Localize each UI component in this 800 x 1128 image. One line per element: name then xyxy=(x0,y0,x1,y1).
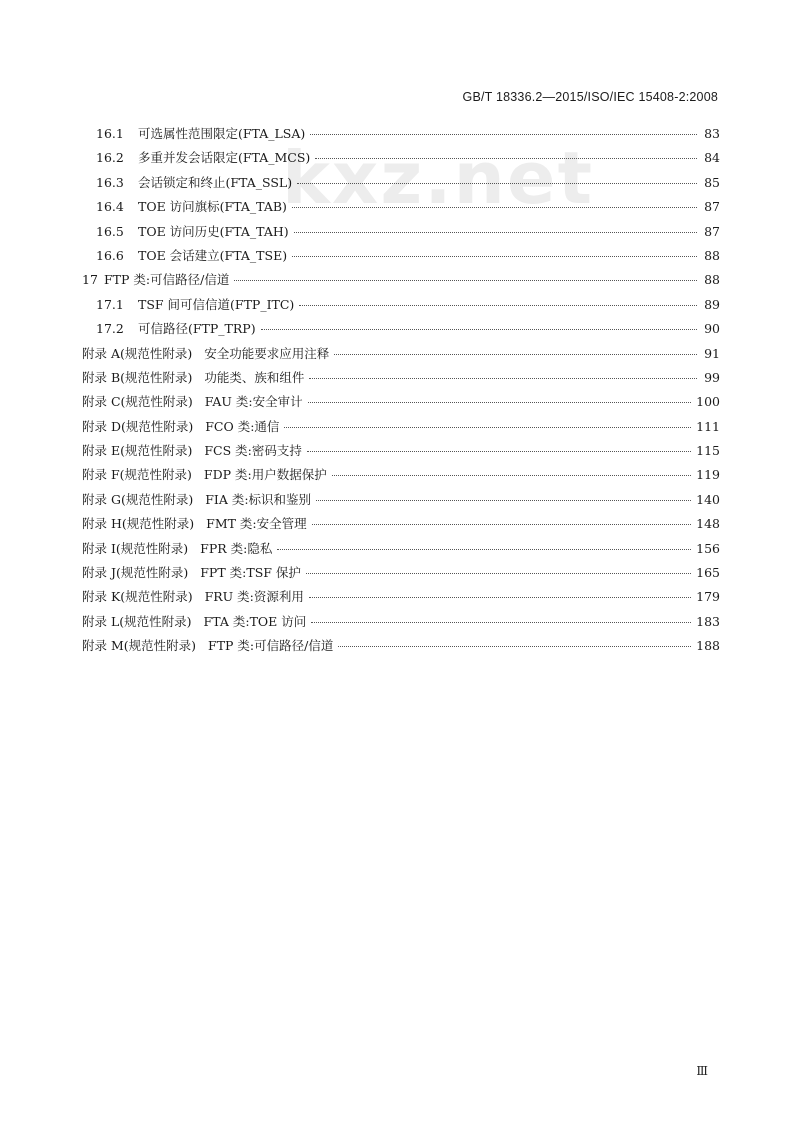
toc-page-number: 89 xyxy=(704,296,720,312)
toc-section-number: 16.2 xyxy=(96,150,124,166)
toc-title: FCS 类:密码支持 xyxy=(204,443,302,459)
toc-dot-leader xyxy=(315,158,697,159)
toc-annex-label: 附录 A(规范性附录) xyxy=(82,345,193,361)
toc-title: TOE 访问旗标(FTA_TAB) xyxy=(138,199,287,215)
table-of-contents xyxy=(82,124,720,661)
toc-title: 会话锁定和终止(FTA_SSL) xyxy=(138,174,293,190)
toc-page-number: 88 xyxy=(704,272,720,288)
toc-entry[interactable] xyxy=(82,173,720,197)
toc-annex-label: 附录 E(规范性附录) xyxy=(82,443,193,459)
toc-annex-label: 附录 I(规范性附录) xyxy=(82,540,189,556)
toc-title: 多重并发会话限定(FTA_MCS) xyxy=(138,150,311,166)
toc-page-number: 87 xyxy=(704,223,720,239)
toc-page-number: 84 xyxy=(704,150,720,166)
toc-page-number: 91 xyxy=(704,345,720,361)
toc-annex-label: 附录 C(规范性附录) xyxy=(82,394,193,410)
toc-entry[interactable] xyxy=(82,148,720,172)
toc-page-number: 111 xyxy=(696,418,720,434)
toc-page-number: 165 xyxy=(696,565,720,581)
toc-dot-leader xyxy=(334,354,697,355)
toc-entry[interactable] xyxy=(82,295,720,319)
toc-dot-leader xyxy=(234,280,697,281)
toc-title: TOE 会话建立(FTA_TSE) xyxy=(138,247,288,263)
toc-page-number: 183 xyxy=(696,613,720,629)
toc-dot-leader xyxy=(308,402,692,403)
toc-entry[interactable] xyxy=(82,197,720,221)
toc-entry[interactable] xyxy=(82,612,720,636)
toc-annex-label: 附录 F(规范性附录) xyxy=(82,467,192,483)
toc-page-number: 83 xyxy=(704,126,720,141)
toc-title: FTP 类:可信路径/信道 xyxy=(104,272,230,288)
toc-annex-label: 附录 M(规范性附录) xyxy=(82,638,197,654)
toc-entry[interactable] xyxy=(82,124,720,148)
toc-section-number: 16.4 xyxy=(96,199,124,215)
toc-entry[interactable] xyxy=(82,222,720,246)
toc-section-number: 16.1 xyxy=(96,126,124,141)
toc-page-number: 140 xyxy=(696,491,720,507)
toc-page-number: 115 xyxy=(696,443,720,459)
toc-entry[interactable] xyxy=(82,514,720,538)
toc-page-number: 85 xyxy=(704,174,720,190)
toc-section-number: 16.3 xyxy=(96,174,124,190)
toc-title: FMT 类:安全管理 xyxy=(206,516,307,532)
toc-section-number: 17 xyxy=(82,272,98,288)
toc-page-number: 179 xyxy=(696,589,720,605)
toc-title: FAU 类:安全审计 xyxy=(204,394,303,410)
toc-annex-label: 附录 L(规范性附录) xyxy=(82,613,192,629)
toc-dot-leader xyxy=(284,427,691,428)
toc-entry[interactable] xyxy=(82,563,720,587)
toc-title: FCO 类:通信 xyxy=(205,418,280,434)
toc-entry[interactable] xyxy=(82,417,720,441)
toc-dot-leader xyxy=(297,183,697,184)
toc-entry[interactable] xyxy=(82,246,720,270)
toc-section-number: 17.1 xyxy=(96,296,124,312)
toc-annex-label: 附录 K(规范性附录) xyxy=(82,589,193,605)
toc-title: FRU 类:资源利用 xyxy=(204,589,304,605)
toc-section-number: 17.2 xyxy=(96,321,124,337)
toc-entry[interactable] xyxy=(82,319,720,343)
toc-page-number: 90 xyxy=(704,321,720,337)
toc-entry[interactable] xyxy=(82,636,720,660)
toc-dot-leader xyxy=(316,500,691,501)
toc-page-number: 156 xyxy=(696,540,720,556)
toc-dot-leader xyxy=(292,256,697,257)
toc-entry[interactable] xyxy=(82,344,720,368)
toc-page-number: 99 xyxy=(704,369,720,385)
toc-title: FPT 类:TSF 保护 xyxy=(200,565,301,581)
toc-section-number: 16.6 xyxy=(96,247,124,263)
toc-dot-leader xyxy=(299,305,697,306)
toc-page-number: 119 xyxy=(696,467,720,483)
toc-dot-leader xyxy=(307,451,691,452)
toc-title: FDP 类:用户数据保护 xyxy=(203,467,327,483)
toc-dot-leader xyxy=(312,524,692,525)
toc-page-number: 88 xyxy=(704,247,720,263)
toc-dot-leader xyxy=(277,549,691,550)
toc-title: 可选属性范围限定(FTA_LSA) xyxy=(138,126,306,141)
toc-annex-label: 附录 B(规范性附录) xyxy=(82,369,193,385)
toc-annex-label: 附录 J(规范性附录) xyxy=(82,565,189,581)
toc-title: TOE 访问历史(FTA_TAH) xyxy=(138,223,289,239)
toc-entry[interactable] xyxy=(82,539,720,563)
toc-page-number: 100 xyxy=(696,394,720,410)
page-number: Ⅲ xyxy=(696,1064,708,1078)
toc-entry[interactable] xyxy=(82,392,720,416)
toc-title: TSF 间可信信道(FTP_ITC) xyxy=(138,296,295,312)
toc-title: FIA 类:标识和鉴别 xyxy=(205,491,312,507)
toc-page-number: 188 xyxy=(696,638,720,654)
toc-dot-leader xyxy=(332,475,691,476)
toc-dot-leader xyxy=(309,378,697,379)
toc-title: FPR 类:隐私 xyxy=(200,540,273,556)
toc-dot-leader xyxy=(294,232,697,233)
toc-dot-leader xyxy=(261,329,697,330)
toc-title: FTP 类:可信路径/信道 xyxy=(208,638,334,654)
toc-entry[interactable] xyxy=(82,490,720,514)
toc-dot-leader xyxy=(292,207,697,208)
toc-annex-label: 附录 G(规范性附录) xyxy=(82,491,194,507)
toc-dot-leader xyxy=(338,646,691,647)
toc-entry[interactable] xyxy=(82,465,720,489)
watermark: kxz.net xyxy=(282,136,595,220)
toc-title: 可信路径(FTP_TRP) xyxy=(138,321,256,337)
toc-entry[interactable] xyxy=(82,587,720,611)
toc-title: 功能类、族和组件 xyxy=(204,369,305,385)
document-header: GB/T 18336.2—2015/ISO/IEC 15408-2:2008 xyxy=(462,90,718,104)
toc-dot-leader xyxy=(309,597,691,598)
toc-dot-leader xyxy=(310,134,697,135)
toc-page-number: 148 xyxy=(696,516,720,532)
toc-page-number: 87 xyxy=(704,199,720,215)
toc-dot-leader xyxy=(306,573,691,574)
toc-dot-leader xyxy=(311,622,691,623)
toc-entry[interactable] xyxy=(82,368,720,392)
toc-annex-label: 附录 D(规范性附录) xyxy=(82,418,194,434)
toc-title: 安全功能要求应用注释 xyxy=(204,345,330,361)
toc-entry[interactable] xyxy=(82,270,720,294)
toc-annex-label: 附录 H(规范性附录) xyxy=(82,516,195,532)
toc-title: FTA 类:TOE 访问 xyxy=(203,613,307,629)
toc-section-number: 16.5 xyxy=(96,223,124,239)
toc-entry[interactable] xyxy=(82,441,720,465)
